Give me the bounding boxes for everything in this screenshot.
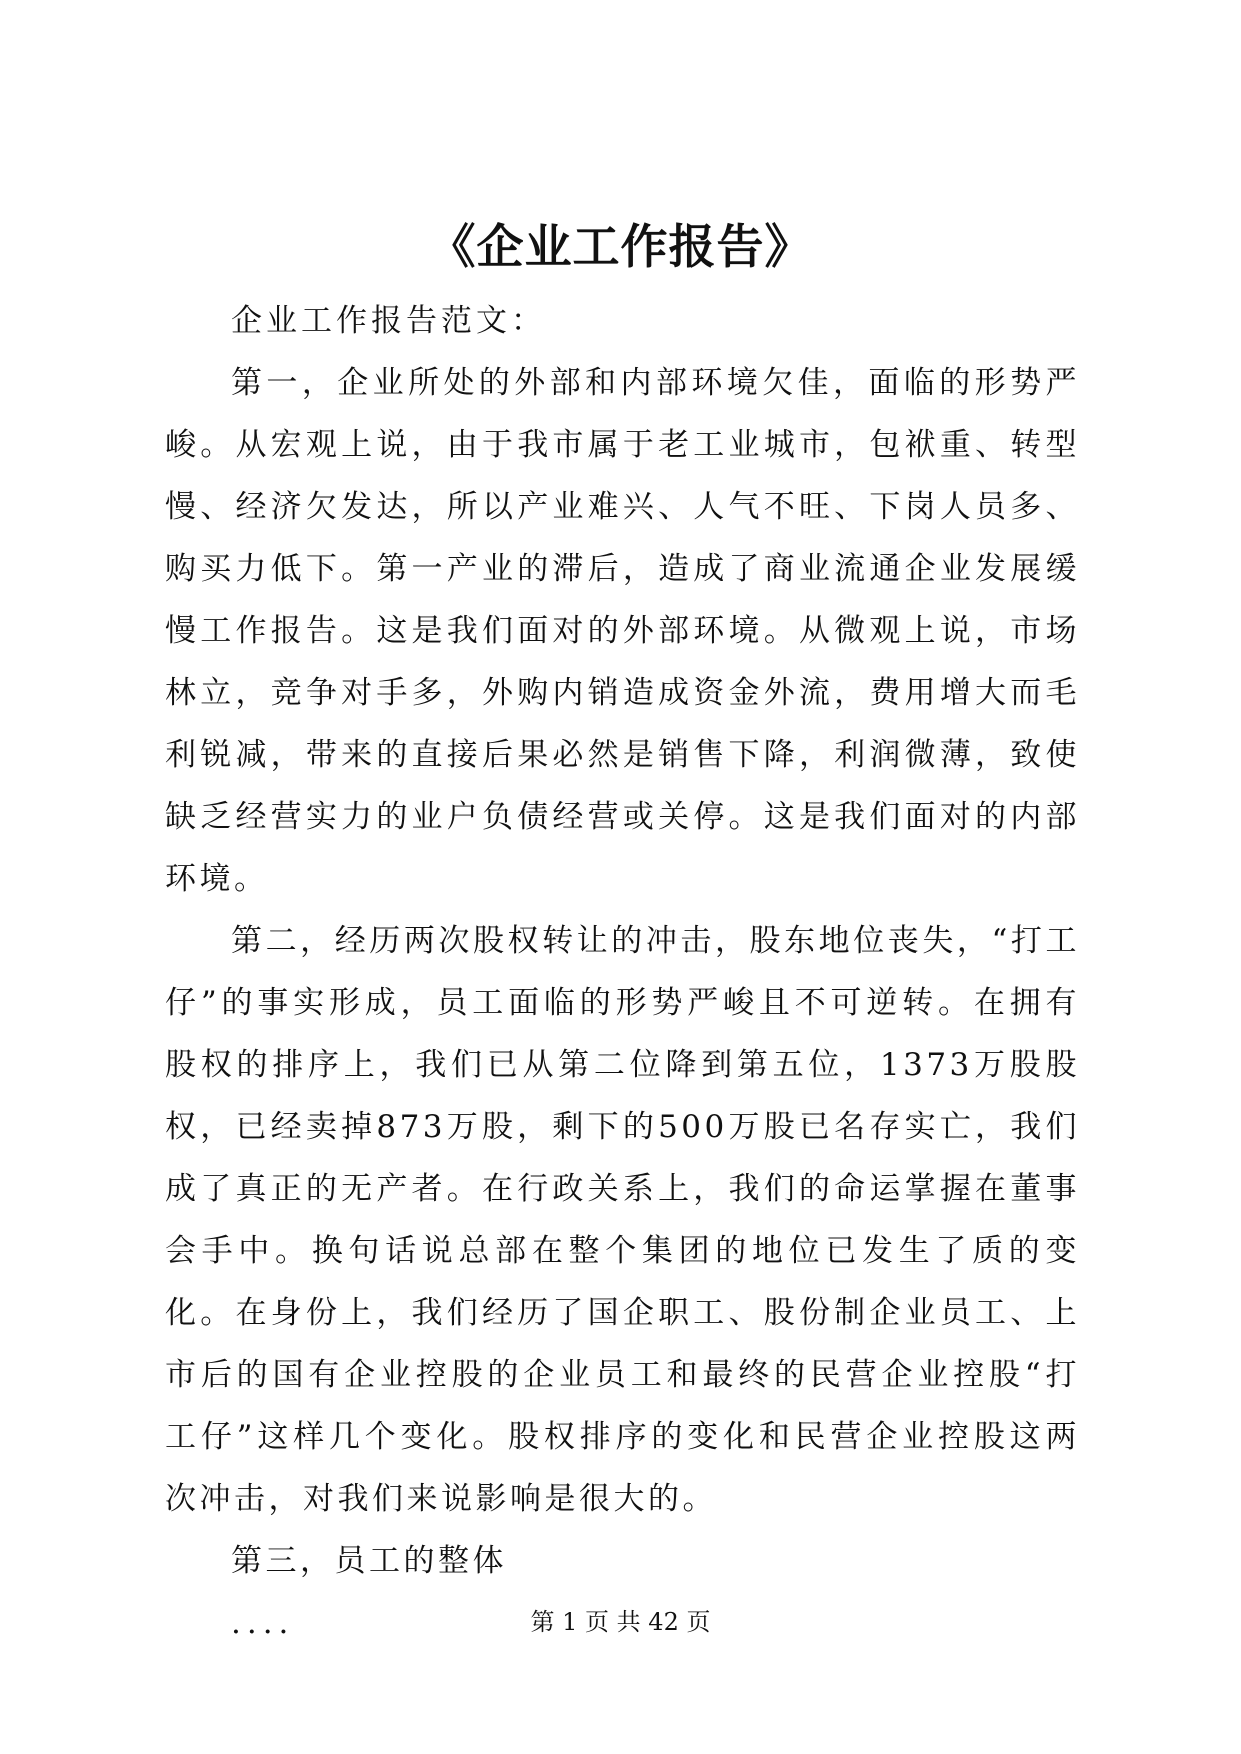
continuation-ellipsis: .... — [231, 1605, 295, 1641]
paragraph-first-point: 第一，企业所处的外部和内部环境欠佳，面临的形势严峻。从宏观上说，由于我市属于老工业城市，包袱重、转型慢、经济欠发达，所以产业难兴、人气不旺、下岗人员多、购买力低下。第一产业的滞后，造成了商业流通企业发展缓慢工作报告。这是我们面对的外部环境。从微观上说，市场林立，竞争对手多，外购内销造成资金外流，费用增大而毛利锐减，带来的直接后果必然是销售下降，利润微薄，致使缺乏经营实力的业户负债经营或关停。这是我们面对的内部环境。 — [165, 365, 1080, 897]
paragraph-intro: 企业工作报告范文： — [231, 303, 546, 339]
page-footer: 第 1 页 共 42 页 — [530, 1608, 711, 1636]
document-title: 《企业工作报告》 — [428, 220, 813, 275]
paragraph-third-point: 第三，员工的整体 — [231, 1543, 507, 1579]
document-body — [165, 290, 1080, 1654]
paragraph-second-point: 第二，经历两次股权转让的冲击，股东地位丧失，“打工仔”的事实形成，员工面临的形势严峻且不可逆转。在拥有股权的排序上，我们已从第二位降到第五位，1373万股股权，已经卖掉873万股，剩下的500万股已名存实亡，我们成了真正的无产者。在行政关系上，我们的命运掌握在董事会手中。换句话说总部在整个集团的地位已发生了质的变化。在身份上，我们经历了国企职工、股份制企业员工、上市后的国有企业控股的企业员工和最终的民营企业控股“打工仔”这样几个变化。股权排序的变化和民营企业控股这两次冲击，对我们来说影响是很大的。 — [165, 923, 1080, 1517]
